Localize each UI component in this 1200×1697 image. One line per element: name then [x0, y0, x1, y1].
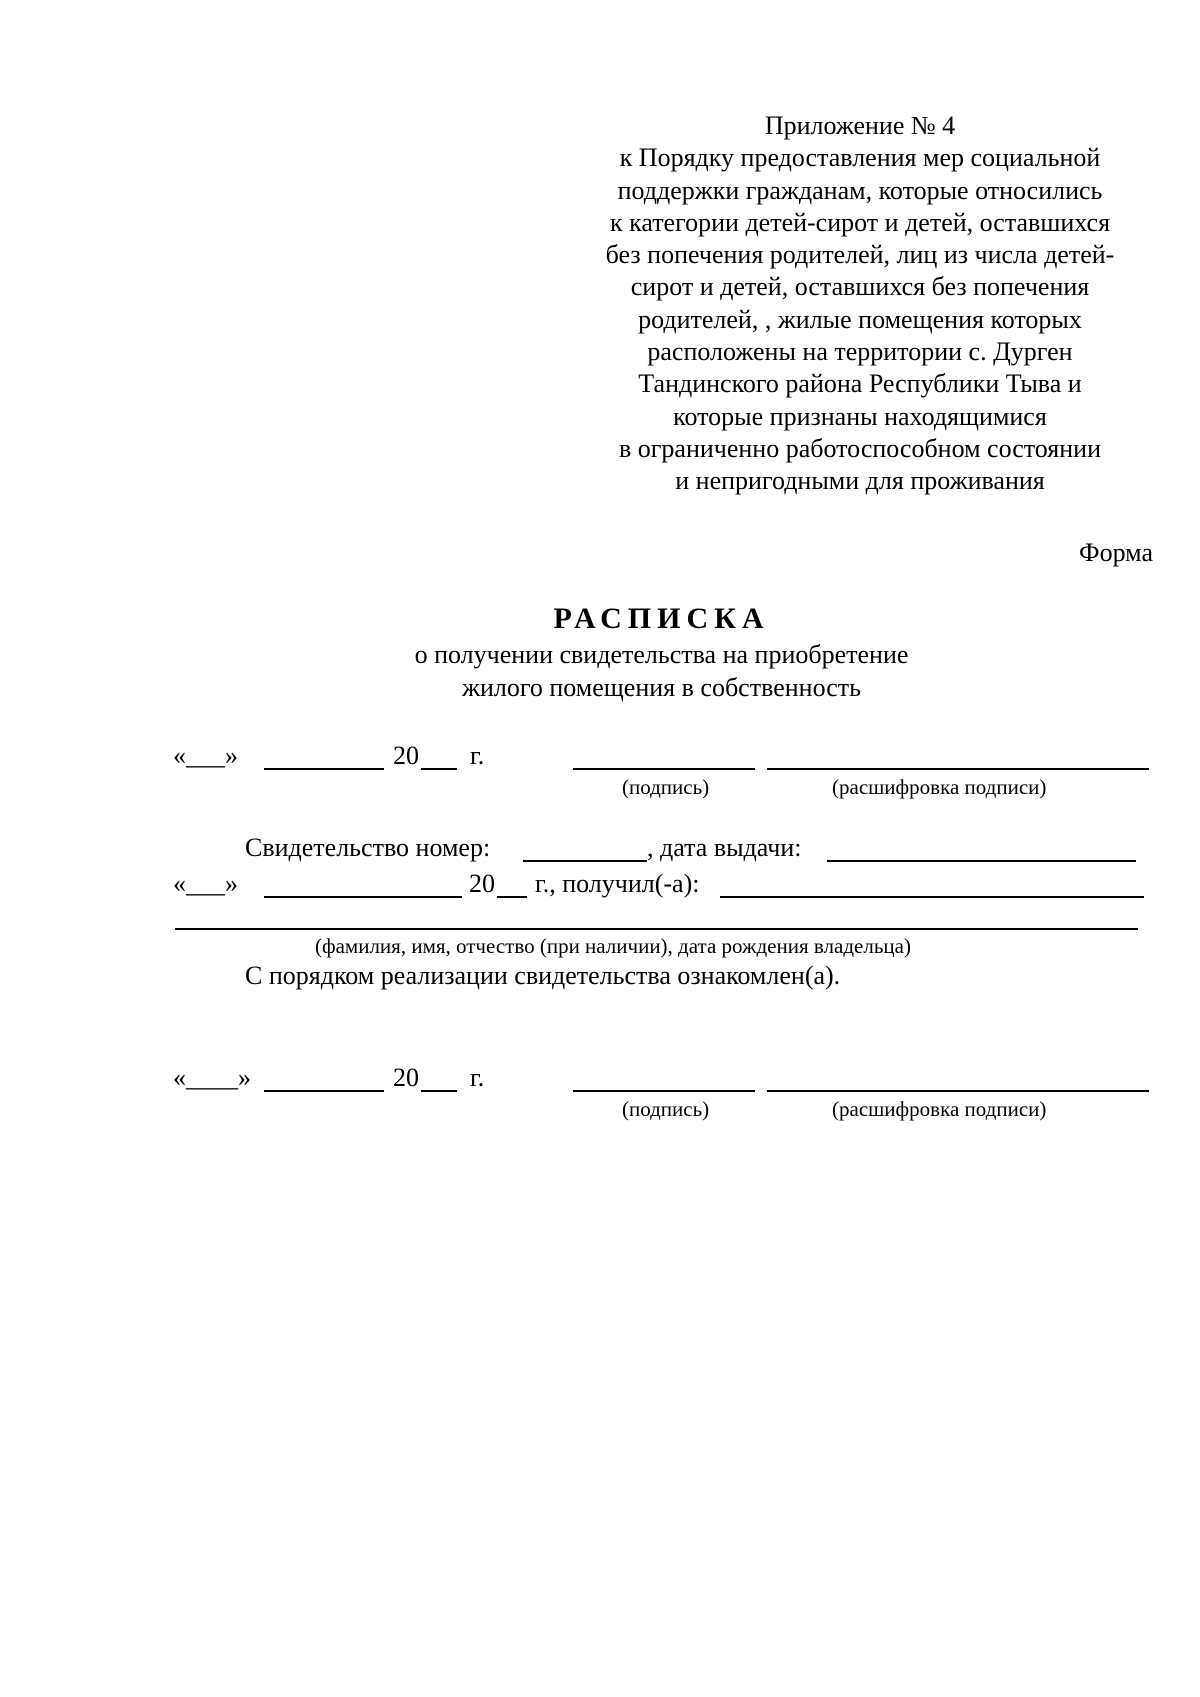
- document-title: РАСПИСКА: [553, 602, 770, 635]
- appendix-line: без попечения родителей, лиц из числа детей-: [605, 240, 1115, 270]
- date-day-field-2[interactable]: «____»: [173, 1063, 251, 1092]
- form-label: Форма: [1079, 538, 1153, 567]
- received-year-prefix: 20: [469, 869, 495, 898]
- received-label: г., получил(-а):: [535, 869, 700, 898]
- appendix-line: сирот и детей, оставшихся без попечения: [630, 272, 1090, 302]
- appendix-line: Тандинского района Республики Тыва и: [638, 369, 1082, 399]
- signature-decoding-caption-2: (расшифровка подписи): [832, 1097, 1047, 1121]
- signature-field[interactable]: [573, 768, 755, 770]
- date-year-field-2[interactable]: [421, 1090, 457, 1092]
- date-year-prefix-2: 20: [393, 1063, 419, 1092]
- appendix-line: к Порядку предоставления мер социальной: [619, 143, 1101, 173]
- signature-decoding-caption: (расшифровка подписи): [832, 775, 1047, 799]
- date-day-field[interactable]: «___»: [173, 741, 238, 770]
- date-year-field[interactable]: [421, 768, 457, 770]
- date-year-suffix: г.: [470, 741, 485, 770]
- date-year-suffix-2: г.: [470, 1063, 485, 1092]
- document-subtitle-line-2: жилого помещения в собственность: [462, 673, 861, 702]
- appendix-line: расположены на территории с. Дурген: [647, 337, 1073, 367]
- received-day-field[interactable]: «___»: [173, 869, 238, 898]
- issue-date-label: , дата выдачи:: [647, 833, 802, 862]
- date-year-prefix: 20: [393, 741, 419, 770]
- appendix-line: поддержки гражданам, которые относились: [617, 175, 1103, 205]
- appendix-line: в ограниченно работоспособном состоянии: [618, 433, 1102, 463]
- appendix-line: к категории детей-сирот и детей, оставшихся: [609, 207, 1111, 237]
- signature-caption-2: (подпись): [622, 1097, 710, 1121]
- received-year-field[interactable]: [497, 896, 527, 898]
- recipient-field[interactable]: [720, 896, 1144, 898]
- appendix-line: и непригодными для проживания: [675, 466, 1045, 496]
- signature-decoding-field-2[interactable]: [767, 1090, 1149, 1092]
- received-month-field[interactable]: [264, 896, 462, 898]
- appendix-header: [560, 110, 1160, 498]
- date-month-field-2[interactable]: [264, 1090, 384, 1092]
- issue-date-field[interactable]: [827, 860, 1136, 862]
- document-subtitle-line-1: о получении свидетельства на приобретение: [414, 640, 909, 669]
- signature-decoding-field[interactable]: [767, 768, 1149, 770]
- signature-field-2[interactable]: [573, 1090, 755, 1092]
- owner-details-caption: (фамилия, имя, отчество (при наличии), дата рождения владельца): [315, 934, 911, 958]
- certificate-number-field[interactable]: [523, 860, 647, 862]
- signature-caption: (подпись): [622, 775, 710, 799]
- appendix-line: которые признаны находящимися: [673, 401, 1047, 431]
- date-month-field[interactable]: [264, 768, 384, 770]
- owner-details-field[interactable]: [175, 928, 1138, 930]
- certificate-number-label: Свидетельство номер:: [245, 833, 491, 862]
- appendix-line: родителей, , жилые помещения которых: [638, 304, 1082, 334]
- acknowledgement-text: С порядком реализации свидетельства ознакомлен(а).: [245, 961, 841, 990]
- appendix-line: Приложение № 4: [764, 111, 956, 140]
